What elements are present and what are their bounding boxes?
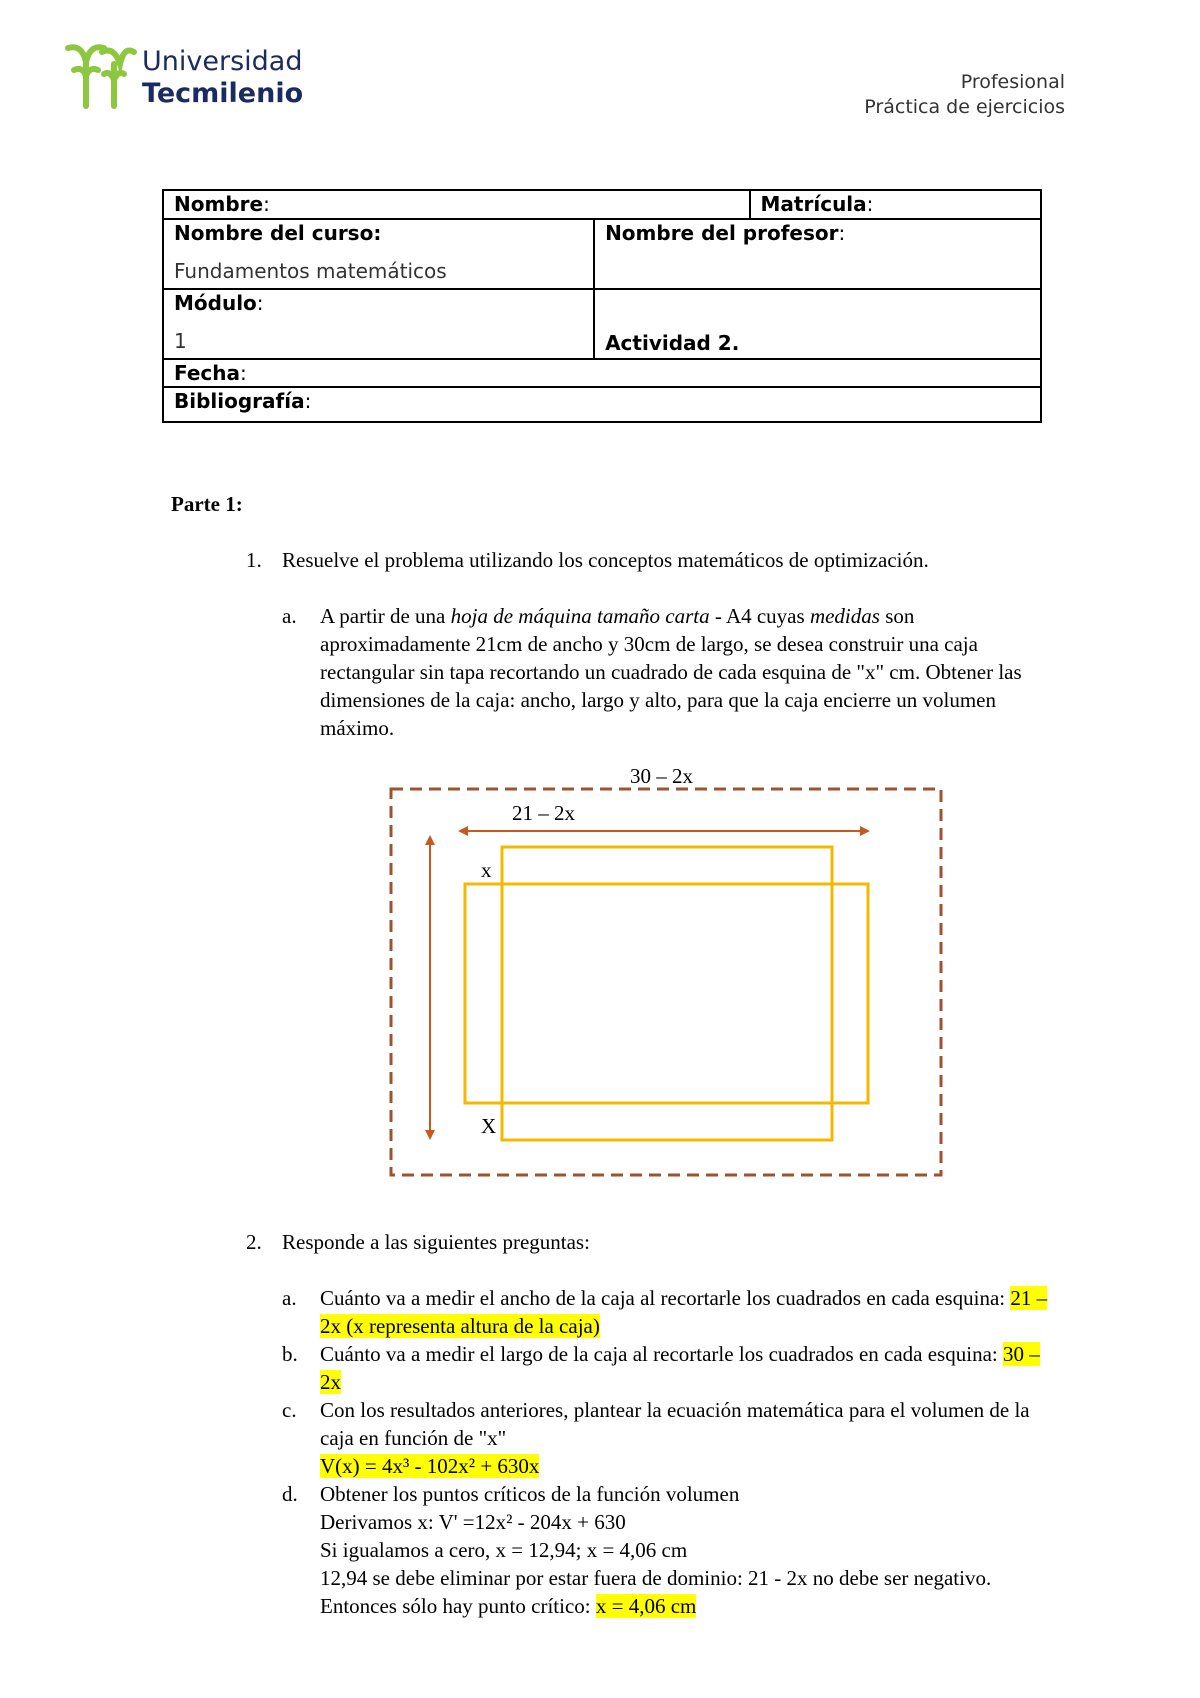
q1-number: 1. (246, 548, 262, 572)
q2-text: Responde a las siguientes preguntas: (282, 1230, 590, 1254)
q2c-letter: c. (282, 1398, 297, 1422)
modulo-value: 1 (174, 329, 187, 353)
fecha-cell: Fecha: (163, 359, 1041, 387)
bibliografia-label: Bibliografía (174, 389, 305, 413)
answer-d: x = 4,06 cm (595, 1594, 697, 1618)
q2d-letter: d. (282, 1482, 298, 1506)
curso-value: Fundamentos matemáticos (174, 259, 447, 283)
q1a-italic-sheet: hoja de máquina tamaño carta (450, 604, 710, 628)
header-level: Profesional (960, 71, 1065, 93)
q2d-derivative: Derivamos x: V' =12x² - 204x + 630 (320, 1510, 626, 1534)
question-1a: a. A partir de una hoja de máquina tamaño carta - A4 cuyas medidas son aproximadamente 21cm de ancho y 30cm de largo, se desea construir una caja rectangular sin tapa recortando un cuadrado de cada esquina de "x" cm. Obtener las dimensiones de la caja: ancho, largo y alto, para que la caja encierre un volumen máximo. (282, 604, 1022, 740)
nombre-cell: Nombre: (163, 190, 750, 219)
modulo-label: Módulo (174, 291, 257, 315)
q2-number: 2. (246, 1230, 262, 1254)
bibliografia-cell: Bibliografía: (163, 387, 1041, 422)
matricula-cell: Matrícula: (750, 190, 1041, 219)
label-x-top: x (481, 858, 492, 882)
header-type: Práctica de ejercicios (864, 96, 1065, 118)
parte1-title: Parte 1: (171, 492, 243, 516)
question-2c (282, 1396, 1062, 1480)
q2d-text: Obtener los puntos críticos de la función volumen (320, 1482, 740, 1506)
box-rect-horizontal (465, 884, 868, 1103)
fecha-label: Fecha (174, 361, 241, 385)
label-30-minus-2x: 30 – 2x (630, 764, 693, 788)
answer-a: 21 – 2x (x representa altura de la caja) (320, 1286, 1048, 1338)
modulo-cell: Módulo: 1 (163, 289, 594, 359)
question-2d (282, 1480, 1062, 1620)
q1-text: Resuelve el problema utilizando los conceptos matemáticos de optimización. (282, 548, 929, 572)
q2d-roots: Si igualamos a cero, x = 12,94; x = 4,06 cm (320, 1538, 688, 1562)
q2d-conclusion: 12,94 se debe eliminar por estar fuera de dominio: 21 - 2x no debe ser negativo. Entonces sólo hay punto crítico: (320, 1566, 992, 1618)
logo-line2: Tecmilenio (142, 78, 304, 109)
q1a-italic-medidas: medidas (809, 604, 880, 628)
curso-label: Nombre del curso: (174, 221, 382, 245)
logo-line1: Universidad (142, 46, 303, 77)
nombre-label: Nombre (174, 192, 264, 216)
question-2a: a. Cuánto va a medir el ancho de la caja al recortarle los cuadrados en cada esquina: 21 – 2x (x representa altura de la caja) (282, 1286, 1048, 1338)
box-rect-vertical (502, 847, 832, 1140)
q1a-letter: a. (282, 604, 297, 628)
label-21-minus-2x: 21 – 2x (512, 801, 575, 825)
q2c-text: Con los resultados anteriores, plantear la ecuación matemática para el volumen de la caja en función de "x" (320, 1398, 1030, 1450)
q2b-letter: b. (282, 1342, 298, 1366)
q2a-letter: a. (282, 1286, 297, 1310)
actividad-label: Actividad 2. (605, 331, 740, 355)
answer-c: V(x) = 4x³ - 102x² + 630x (320, 1454, 540, 1478)
profesor-cell: Nombre del profesor: (594, 219, 1041, 289)
question-2b: b. Cuánto va a medir el largo de la caja al recortarle los cuadrados en cada esquina: 30 – 2x (282, 1342, 1040, 1394)
answer-b: 30 – 2x (320, 1342, 1040, 1394)
profesor-label: Nombre del profesor (605, 221, 839, 245)
matricula-label: Matrícula (760, 192, 867, 216)
label-x-bottom: X (481, 1114, 497, 1138)
question-2 (246, 1228, 1046, 1256)
